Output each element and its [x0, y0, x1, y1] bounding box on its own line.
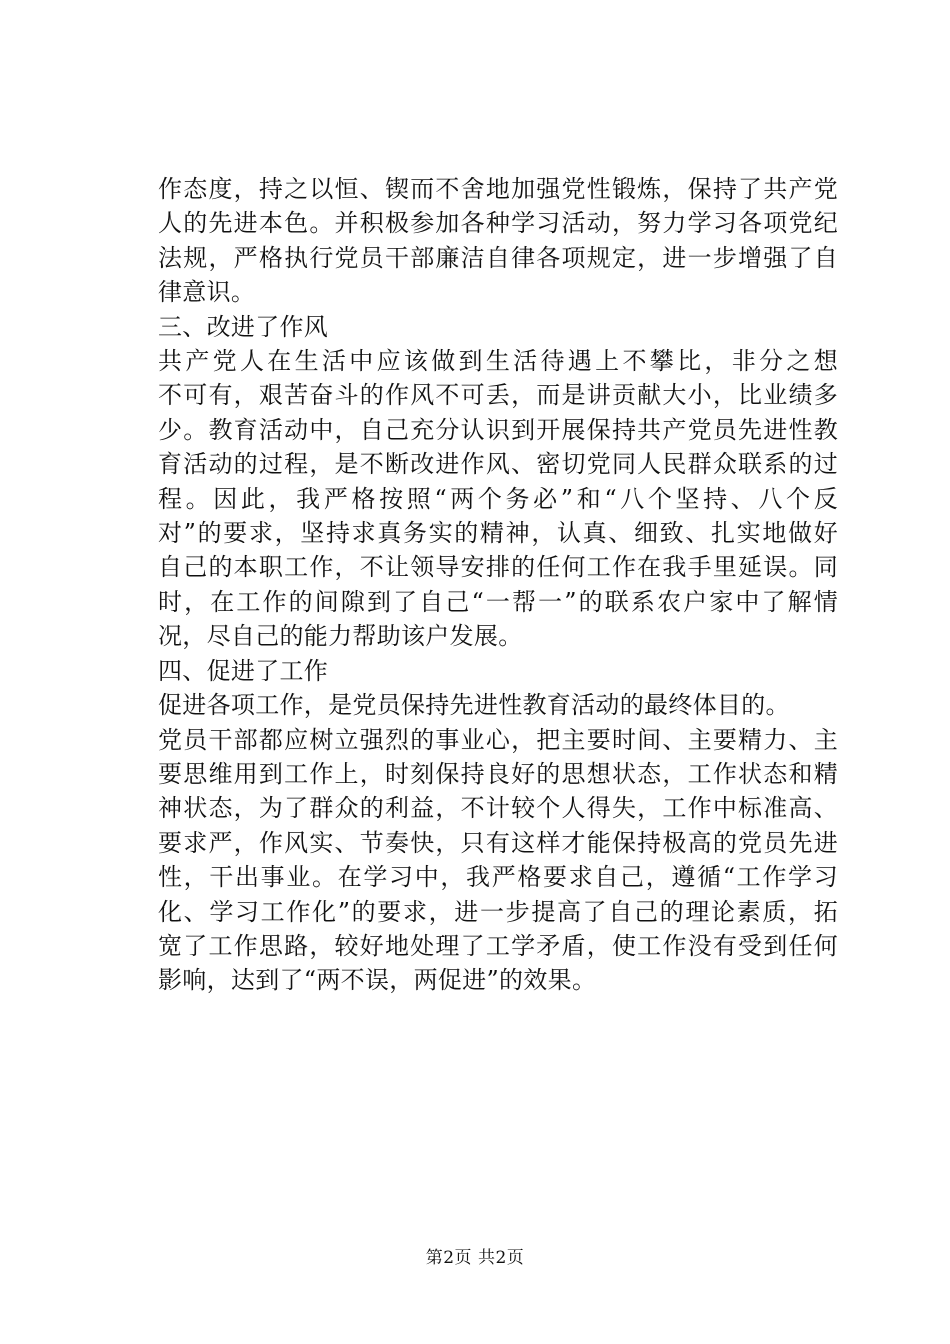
text-line: 要求严，作风实、节奏快，只有这样才能保持极高的党员先进	[158, 828, 838, 857]
page-footer: 第2页 共2页	[425, 1248, 525, 1268]
text-line: 法规，严格执行党员干部廉洁自律各项规定，进一步增强了自	[158, 243, 838, 272]
text-line: 对”的要求，坚持求真务实的精神，认真、细致、扎实地做好	[158, 519, 838, 548]
text-line: 自己的本职工作，不让领导安排的任何工作在我手里延误。同	[158, 553, 838, 582]
text-line: 化、学习工作化”的要求，进一步提高了自己的理论素质，拓	[158, 897, 838, 926]
text-line: 三、改进了作风	[158, 312, 329, 341]
document-body	[158, 172, 838, 998]
text-line: 况，尽自己的能力帮助该户发展。	[158, 622, 523, 651]
text-line: 不可有，艰苦奋斗的作风不可丢，而是讲贡献大小，比业绩多	[158, 381, 838, 410]
text-line: 影响，达到了“两不误，两促进”的效果。	[158, 966, 597, 995]
text-line: 时，在工作的间隙到了自己“一帮一”的联系农户家中了解情	[158, 587, 838, 616]
text-line: 党员干部都应树立强烈的事业心，把主要时间、主要精力、主	[158, 725, 838, 754]
text-line: 神状态，为了群众的利益，不计较个人得失，工作中标准高、	[158, 794, 838, 823]
text-line: 作态度，持之以恒、锲而不舍地加强党性锻炼，保持了共产党	[158, 175, 838, 203]
text-line: 少。教育活动中，自己充分认识到开展保持共产党员先进性教	[158, 415, 838, 444]
text-line: 要思维用到工作上，时刻保持良好的思想状态，工作状态和精	[158, 759, 838, 788]
text-line: 程。因此，我严格按照“两个务必”和“八个坚持、八个反	[158, 484, 838, 513]
text-line: 共产党人在生活中应该做到生活待遇上不攀比，非分之想	[158, 347, 838, 376]
text-line: 宽了工作思路，较好地处理了工学矛盾，使工作没有受到任何	[158, 931, 838, 960]
text-line: 育活动的过程，是不断改进作风、密切党同人民群众联系的过	[158, 450, 838, 479]
text-line: 人的先进本色。并积极参加各种学习活动，努力学习各项党纪	[158, 209, 838, 238]
text-line: 促进各项工作，是党员保持先进性教育活动的最终体目的。	[158, 691, 790, 720]
text-line: 性，干出事业。在学习中，我严格要求自己，遵循“工作学习	[158, 863, 838, 892]
text-line: 四、促进了工作	[158, 656, 329, 685]
text-line: 律意识。	[158, 278, 256, 307]
